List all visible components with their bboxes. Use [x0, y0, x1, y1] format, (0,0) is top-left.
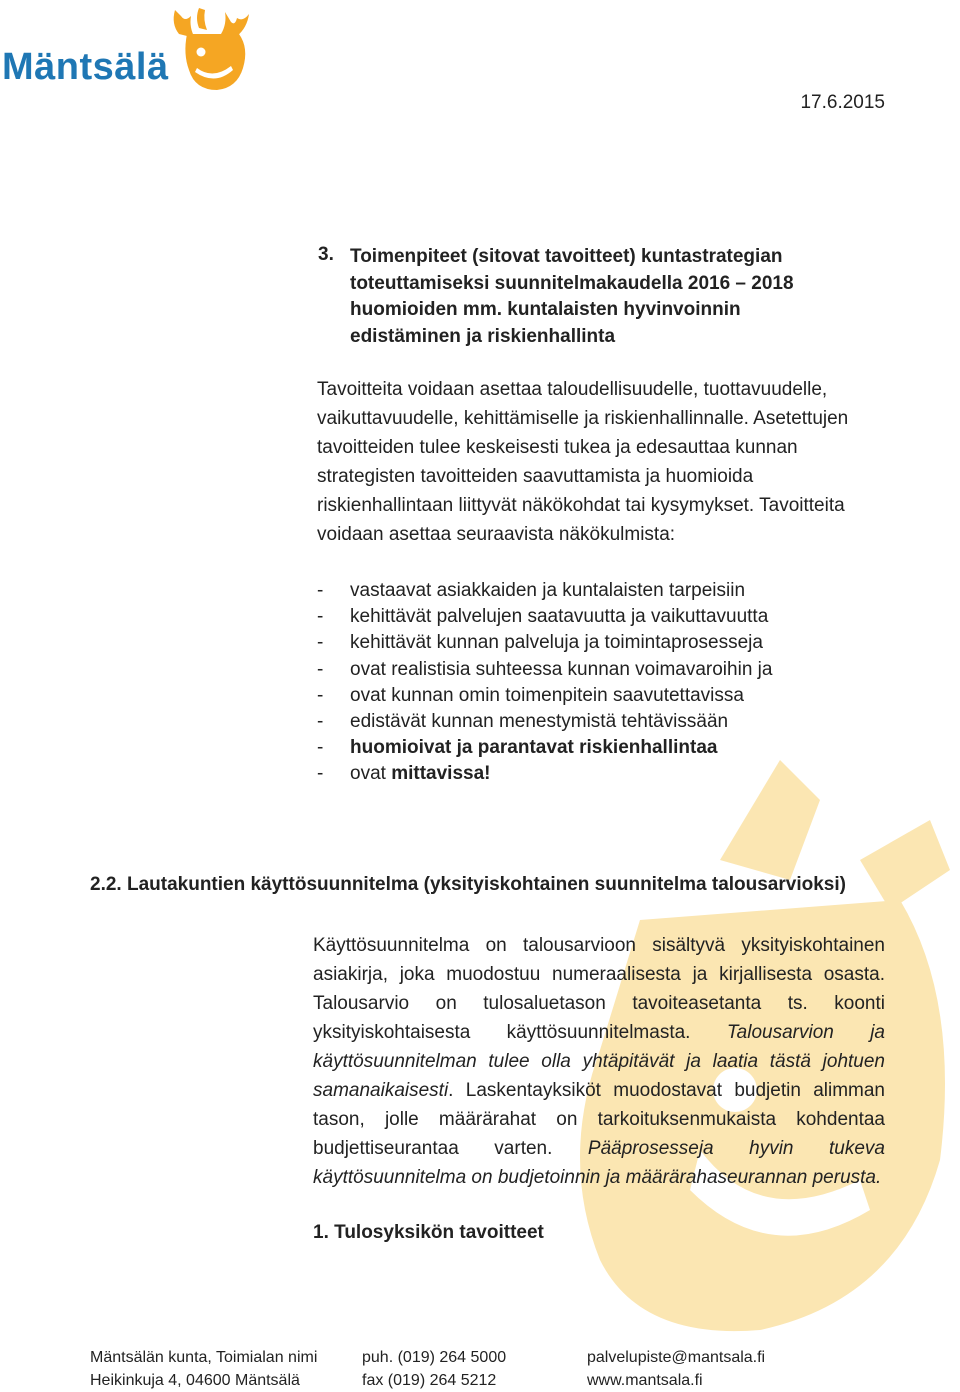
list-item — [317, 683, 892, 709]
list-item — [317, 630, 892, 656]
footer-address: Heikinkuja 4, 04600 Mäntsälä — [90, 1372, 300, 1389]
list-dash: - — [317, 632, 324, 654]
paragraph-text: . Laskentayksiköt muodostavat budjetin alimman tason, jolle määrärahat on tarkoituksenmukaista kohdentaa budjettiseurantaa varten. — [313, 1080, 885, 1159]
list-item-text: mittavissa! — [391, 763, 491, 785]
mantsala-logo — [0, 0, 270, 95]
list-item-text: vastaavat asiakkaiden ja kuntalaisten tarpeisiin — [350, 580, 746, 601]
list-dash: - — [317, 684, 324, 706]
list-dash: - — [317, 658, 324, 680]
logo-text: Mäntsälä — [2, 46, 169, 88]
footer-contact-column — [587, 1346, 765, 1392]
footer-org: Mäntsälän kunta, Toimialan nimi — [90, 1349, 318, 1366]
footer-phone: puh. (019) 264 5000 — [362, 1349, 507, 1366]
section-3-paragraph: Tavoitteita voidaan asettaa taloudellisuudelle, tuottavuudelle, vaikuttavuudelle, kehittämiselle ja riskienhallinnalle. Asetettujen tavoitteiden tulee keskeisesti tukea ja edesauttaa kunnan strategisten tavoitteiden saavuttamista ja huomioida riskienhallintaan liittyvät näkökohdat tai kysymykset. Tavoitteita voidaan asettaa seuraavista näkökulmista: — [317, 379, 849, 545]
paragraph-text: Käyttösuunnitelma on talousarvioon sisältyvä yksityiskohtainen asiakirja, joka muodostuu numeraalisesta ja kirjallisesta osasta. Talousarvio on tulosaluetason tavoiteasetanta ts. koonti yksityiskohtaisesta käyttösuunnitelmasta. — [313, 935, 885, 1043]
list-item — [317, 657, 892, 683]
section-2-2-title: 2.2. Lautakuntien käyttösuunnitelma (yksityiskohtainen suunnitelma talousarvioksi) — [90, 874, 846, 895]
list-item-text: ovat realistisia suhteessa kunnan voimavaroihin ja — [350, 658, 773, 680]
list-item-text: huomioivat ja parantavat riskienhallintaa — [350, 737, 718, 759]
document-date: 17.6.2015 — [800, 92, 885, 113]
list-dash: - — [317, 737, 324, 759]
list-dash: - — [317, 580, 324, 601]
footer-phone-column — [362, 1346, 506, 1392]
paragraph-italic-text: Pääprosesseja hyvin tukeva käyttösuunnitelma on budjetoinnin ja määrärahaseurannan perusta. — [313, 1138, 885, 1188]
list-item-text: kehittävät palvelujen saatavuutta ja vaikuttavuutta — [350, 606, 769, 628]
list-dash: - — [317, 710, 324, 732]
list-dash: - — [317, 763, 324, 785]
list-item — [317, 761, 892, 787]
list-dash: - — [317, 606, 324, 628]
list-item-text: edistävät kunnan menestymistä tehtävissään — [350, 710, 729, 732]
objectives-list — [317, 578, 892, 788]
footer-web-link[interactable]: www.mantsala.fi — [587, 1372, 703, 1389]
section-3-number: 3. — [318, 244, 334, 265]
list-item — [317, 604, 892, 630]
list-item — [317, 735, 892, 761]
list-item-text: kehittävät kunnan palveluja ja toimintaprosesseja — [350, 632, 763, 654]
list-item-prefix: ovat — [350, 763, 392, 785]
list-item — [317, 578, 892, 604]
section-3-title: Toimenpiteet (sitovat tavoitteet) kuntastrategian toteuttamiseksi suunnitelmakaudella 2016 – 2018 huomioiden mm. kuntalaisten hyvinvoinnin edistäminen ja riskienhallinta — [350, 246, 794, 347]
section-2-2-paragraph — [313, 931, 885, 1192]
footer-fax: fax (019) 264 5212 — [362, 1372, 497, 1389]
list-item-text: ovat kunnan omin toimenpitein saavutettavissa — [350, 684, 744, 706]
list-item — [317, 709, 892, 735]
footer-address-column — [90, 1346, 317, 1392]
moose-logo-icon — [165, 4, 265, 94]
subheading-tulosyksikon-tavoitteet: 1. Tulosyksikön tavoitteet — [313, 1222, 544, 1243]
paragraph-italic-text: Talousarvion ja käyttösuunnitelman tulee olla yhtäpitävät ja laatia tästä johtuen samanaikaisesti — [313, 1022, 885, 1101]
footer-email-link[interactable]: palvelupiste@mantsala.fi — [587, 1349, 766, 1366]
